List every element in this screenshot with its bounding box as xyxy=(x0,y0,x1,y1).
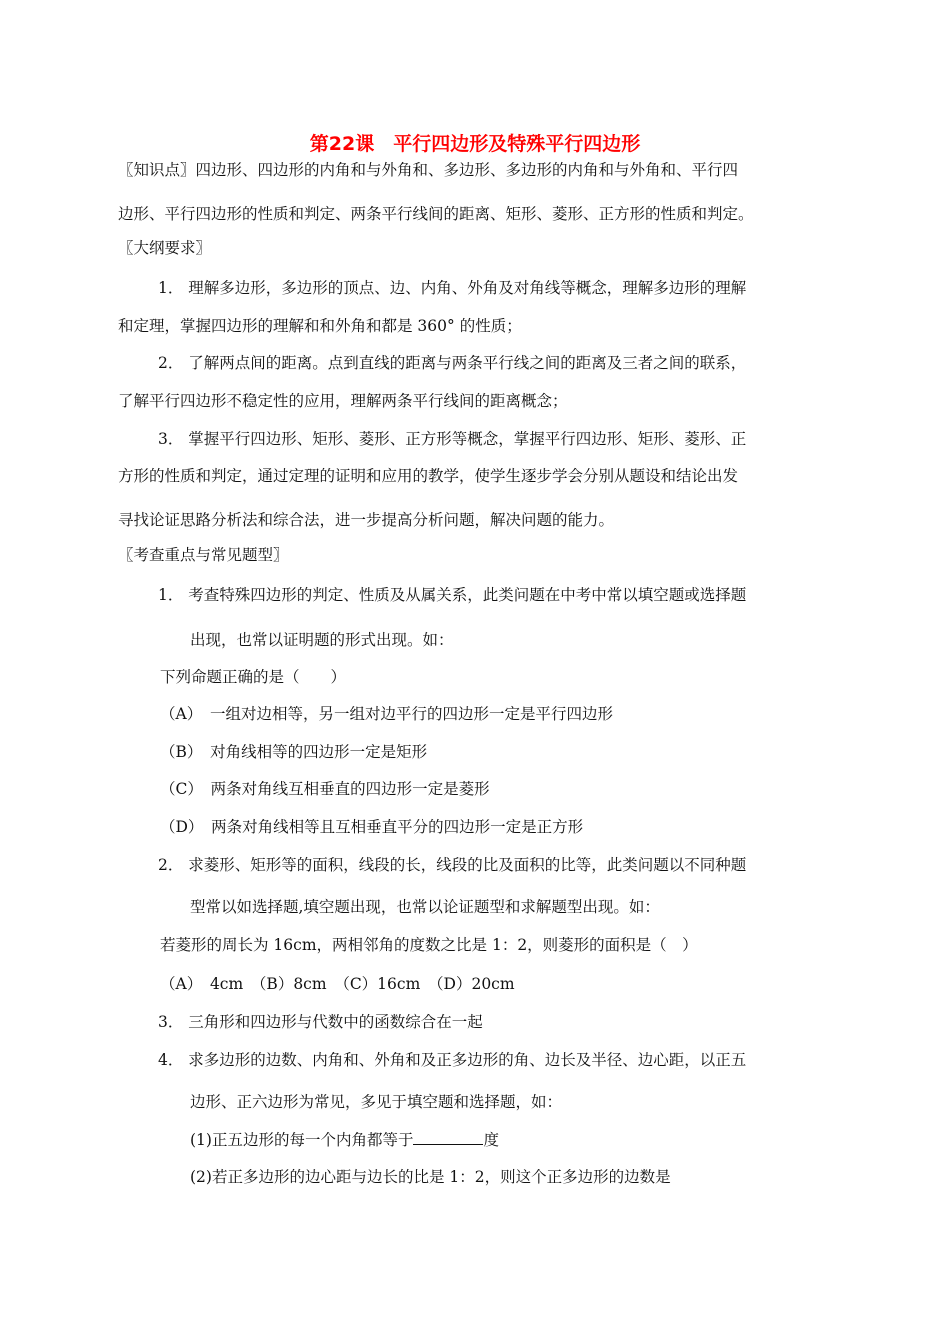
outline-item-2-line-2: 了解平行四边形不稳定性的应用，理解两条平行线间的距离概念； xyxy=(118,392,568,410)
question-4-1 xyxy=(190,1129,499,1150)
question-4-1-unit: 度 xyxy=(483,1131,499,1149)
focus-point-2-line-1: 2． 求菱形、矩形等的面积，线段的长，线段的比及面积的比等，此类问题以不同种题 xyxy=(158,856,747,874)
question-4-1-text: (1)正五边形的每一个内角都等于 xyxy=(190,1131,414,1149)
focus-point-3: 3． 三角形和四边形与代数中的函数综合在一起 xyxy=(158,1013,483,1031)
page-title: 第22课 平行四边形及特殊平行四边形 xyxy=(309,133,641,155)
question-1-stem: 下列命题正确的是（ ） xyxy=(160,668,347,686)
focus-point-1-line-2: 出现，也常以证明题的形式出现。如： xyxy=(190,631,454,649)
question-2-options: （A） 4cm （B）8cm （C）16cm （D）20cm xyxy=(160,975,515,993)
outline-heading: 〖大纲要求〗 xyxy=(118,239,212,257)
focus-point-4-line-2: 边形、正六边形为常见，多见于填空题和选择题，如： xyxy=(190,1093,563,1111)
question-1-option-b: （B） 对角线相等的四边形一定是矩形 xyxy=(160,743,428,761)
question-1-option-c: （C） 两条对角线互相垂直的四边形一定是菱形 xyxy=(160,780,490,798)
focus-point-2-line-2: 型常以如选择题,填空题出现，也常以论证题型和求解题型出现。如： xyxy=(190,898,660,916)
focus-point-4-line-1: 4． 求多边形的边数、内角和、外角和及正多边形的角、边长及半径、边心距，以正五 xyxy=(158,1051,747,1069)
answer-blank xyxy=(413,1129,483,1145)
question-1-option-a: （A） 一组对边相等，另一组对边平行的四边形一定是平行四边形 xyxy=(160,705,613,723)
question-2-stem: 若菱形的周长为 16cm，两相邻角的度数之比是 1：2，则菱形的面积是（ ） xyxy=(160,936,698,954)
outline-item-1-line-1: 1． 理解多边形，多边形的顶点、边、内角、外角及对角线等概念，理解多边形的理解 xyxy=(158,279,747,297)
question-1-option-d: （D） 两条对角线相等且互相垂直平分的四边形一定是正方形 xyxy=(160,818,584,836)
focus-heading: 〖考查重点与常见题型〗 xyxy=(118,546,289,564)
knowledge-line-2: 边形、平行四边形的性质和判定、两条平行线间的距离、矩形、菱形、正方形的性质和判定。 xyxy=(118,205,754,223)
question-4-2: (2)若正多边形的边心距与边长的比是 1：2，则这个正多边形的边数是 xyxy=(190,1168,671,1186)
outline-item-3-line-2: 方形的性质和判定，通过定理的证明和应用的教学，使学生逐步学会分别从题设和结论出发 xyxy=(118,467,739,485)
outline-item-3-line-3: 寻找论证思路分析法和综合法，进一步提高分析问题，解决问题的能力。 xyxy=(118,511,615,529)
focus-point-1-line-1: 1． 考查特殊四边形的判定、性质及从属关系，此类问题在中考中常以填空题或选择题 xyxy=(158,586,747,604)
outline-item-3-line-1: 3． 掌握平行四边形、矩形、菱形、正方形等概念，掌握平行四边形、矩形、菱形、正 xyxy=(158,430,747,448)
knowledge-line-1: 〖知识点〗四边形、四边形的内角和与外角和、多边形、多边形的内角和与外角和、平行四 xyxy=(118,161,739,179)
outline-item-1-line-2: 和定理，掌握四边形的理解和和外角和都是 360° 的性质； xyxy=(118,317,522,335)
outline-item-2-line-1: 2． 了解两点间的距离。点到直线的距离与两条平行线之间的距离及三者之间的联系， xyxy=(158,354,747,372)
